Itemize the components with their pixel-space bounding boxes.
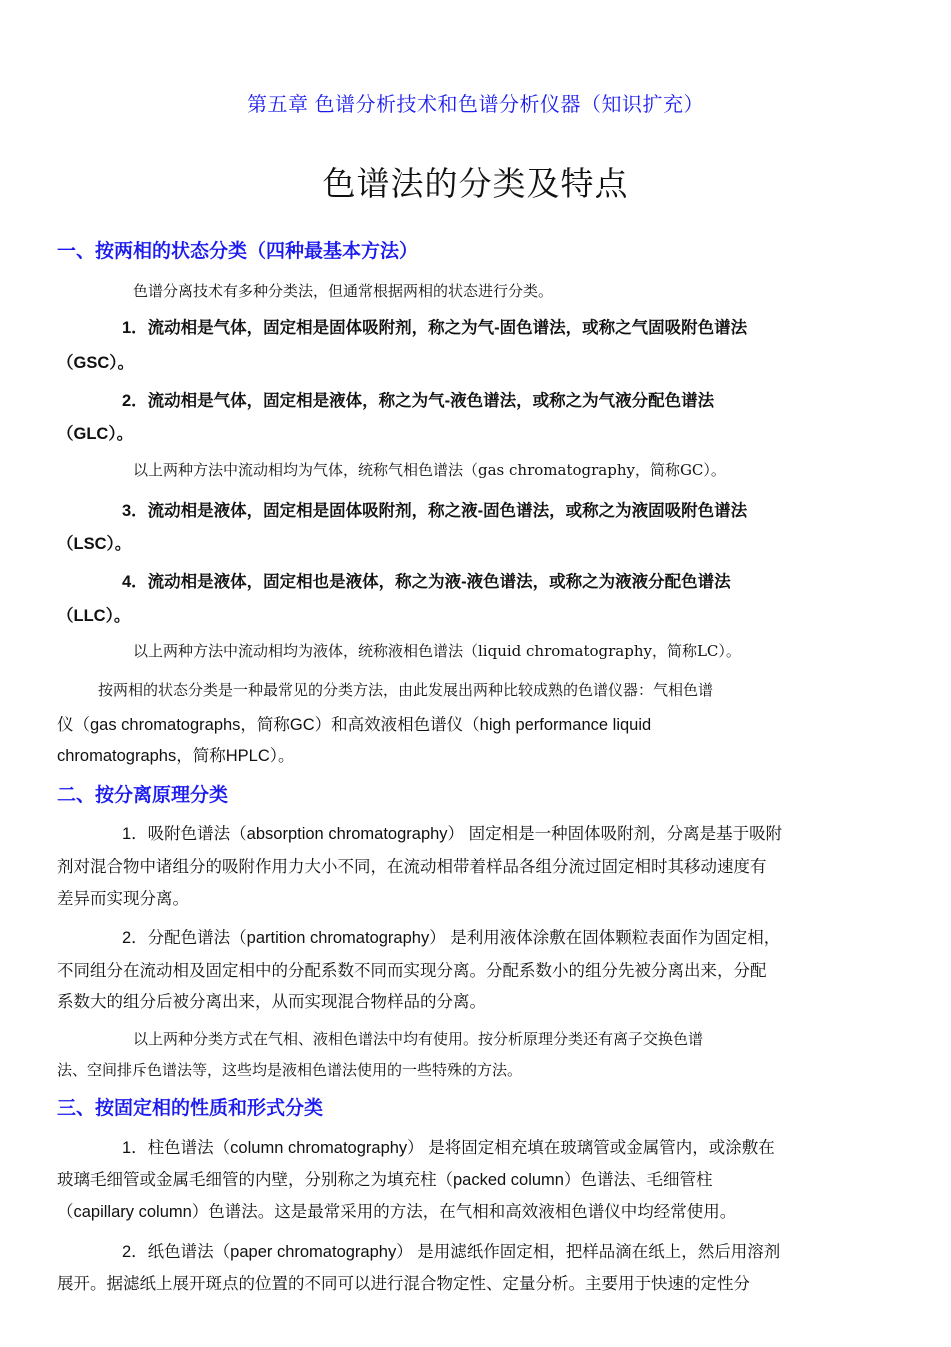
paragraph-line: 以上两种方法中流动相均为液体，统称液相色谱法（liquid chromatography，简称LC）。 <box>133 642 741 660</box>
paragraph-line: 4．流动相是液体，固定相也是液体，称之为液-液色谱法，或称之为液液分配色谱法 <box>122 573 731 591</box>
paragraph-line: （LSC）。 <box>57 535 132 553</box>
paragraph-line: 展开。据滤纸上展开斑点的位置的不同可以进行混合物定性、定量分析。主要用于快速的定性分 <box>57 1275 750 1293</box>
section-heading-1: 一、按两相的状态分类（四种最基本方法） <box>57 241 419 262</box>
paragraph-line: 按两相的状态分类是一种最常见的分类方法，由此发展出两种比较成熟的色谱仪器：气相色谱 <box>98 681 714 699</box>
paragraph-line: 法、空间排斥色谱法等，这些均是液相色谱法使用的一些特殊的方法。 <box>57 1061 523 1079</box>
chapter-title: 第五章 色谱分析技术和色谱分析仪器（知识扩充） <box>246 94 705 116</box>
paragraph-line: 不同组分在流动相及固定相中的分配系数不同而实现分离。分配系数小的组分先被分离出来，分配 <box>57 962 767 980</box>
document-title: 色谱法的分类及特点 <box>322 164 629 203</box>
paragraph-line: 系数大的组分后被分离出来，从而实现混合物样品的分离。 <box>57 993 486 1011</box>
paragraph-line: 2．流动相是气体，固定相是液体，称之为气-液色谱法，或称之为气液分配色谱法 <box>122 392 715 410</box>
paragraph-line: 3．流动相是液体，固定相是固体吸附剂，称之液-固色谱法，或称之为液固吸附色谱法 <box>122 502 748 520</box>
paragraph-line: （GSC）。 <box>57 354 135 372</box>
paragraph-line: 1．吸附色谱法（absorption chromatography） 固定相是一种固体吸附剂，分离是基于吸附 <box>122 825 783 843</box>
paragraph-line: 以上两种分类方式在气相、液相色谱法中均有使用。按分析原理分类还有离子交换色谱 <box>133 1030 704 1048</box>
paragraph-line: 仪（gas chromatographs，简称GC）和高效液相色谱仪（high performance liquid <box>57 716 652 734</box>
paragraph-line: （capillary column）色谱法。这是最常采用的方法，在气相和高效液相色谱仪中均经常使用。 <box>57 1203 737 1221</box>
paragraph-line: 1．流动相是气体，固定相是固体吸附剂，称之为气-固色谱法，或称之气固吸附色谱法 <box>122 319 748 337</box>
paragraph-line: 色谱分离技术有多种分类法，但通常根据两相的状态进行分类。 <box>133 282 554 300</box>
paragraph-line: 差异而实现分离。 <box>57 890 189 908</box>
section-heading-2: 二、按分离原理分类 <box>57 785 229 806</box>
paragraph-line: 剂对混合物中诸组分的吸附作用力大小不同，在流动相带着样品各组分流过固定相时其移动速度有 <box>57 858 767 876</box>
paragraph-line: （GLC）。 <box>57 425 134 443</box>
paragraph-line: 玻璃毛细管或金属毛细管的内壁，分别称之为填充柱（packed column）色谱法、毛细管柱 <box>57 1171 713 1189</box>
paragraph-line: 以上两种方法中流动相均为气体，统称气相色谱法（gas chromatography，简称GC）。 <box>133 461 726 479</box>
paragraph-line: chromatographs，简称HPLC）。 <box>57 747 295 765</box>
paragraph-line: 1．柱色谱法（column chromatography） 是将固定相充填在玻璃管或金属管内，或涂敷在 <box>122 1139 775 1157</box>
paragraph-line: 2．纸色谱法（paper chromatography） 是用滤纸作固定相，把样品滴在纸上，然后用溶剂 <box>122 1243 781 1261</box>
paragraph-line: 2．分配色谱法（partition chromatography） 是利用液体涂敷在固体颗粒表面作为固定相， <box>122 929 781 947</box>
section-heading-3: 三、按固定相的性质和形式分类 <box>57 1098 324 1119</box>
paragraph-line: （LLC）。 <box>57 607 131 625</box>
